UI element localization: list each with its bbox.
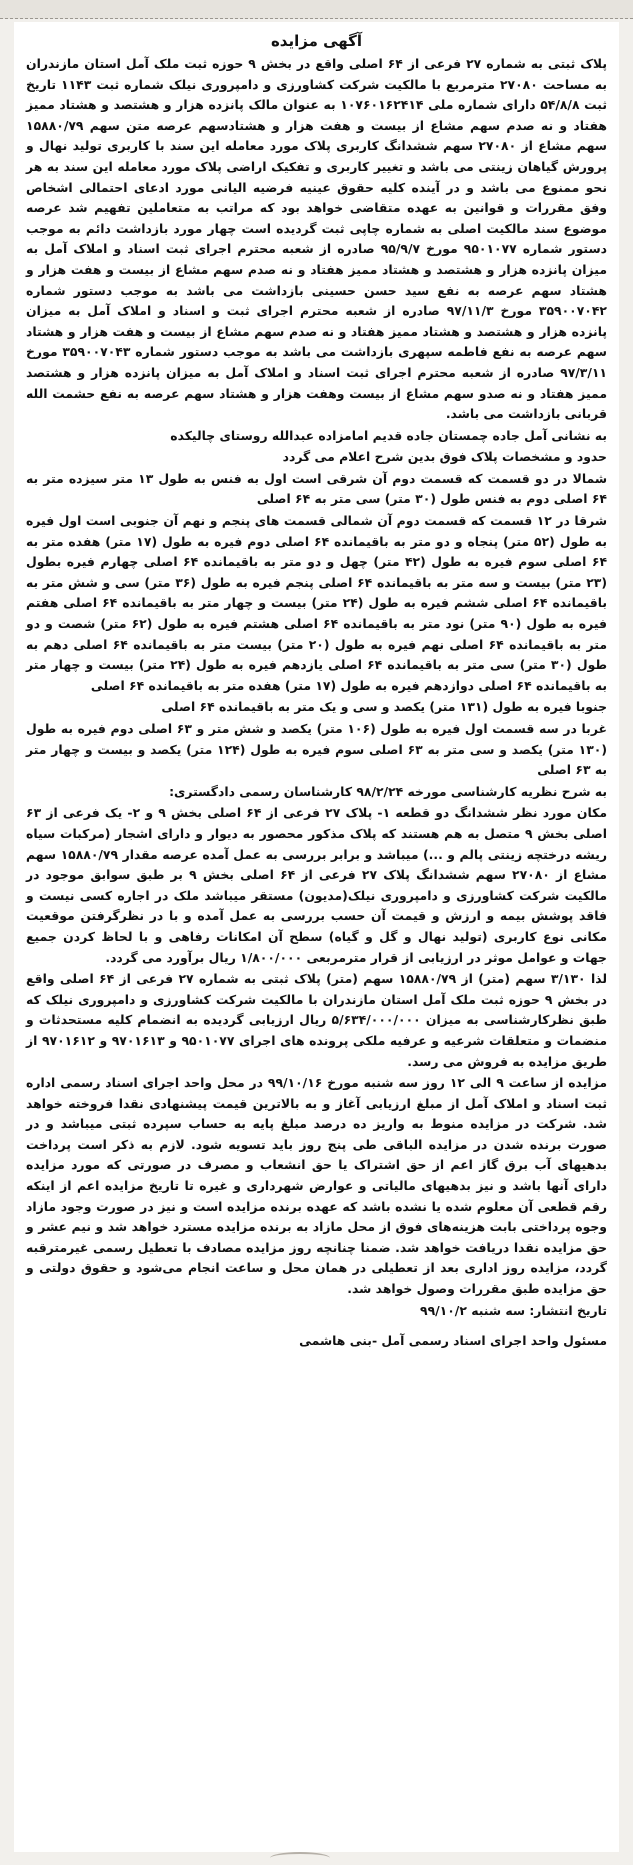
auction-notice-clipping — [14, 22, 619, 1852]
notice-paragraph-expert-opinion: مکان مورد نظر ششدانگ دو قطعه ۱- پلاک ۲۷ فرعی از ۶۴ اصلی بخش ۹ و ۲- یک فرعی از ۶۳ اصلی بخش ۹ متصل به هم هستند که پلاک مذکور محصور به دیوار و دارای اشجار (مرکبات سیاه ریشه درختچه زینتی پالم و ...) میباشد و برابر بررسی به عمل آمده عرصه مقدار ۱۵۸۸۰/۷۹ سهم مشاع از ۲۷۰۸۰ سهم ششدانگ پلاک ۲۷ فرعی از ۶۴ اصلی بخش ۹ بر طبق سوابق موجود در مالکیت شرکت کشاورزی و دامپروری نیلک(مدیون) مستقر میباشد ملک در اجاره کسی نیست و فاقد پوشش بیمه و ارزش و قیمت آن حسب بررسی به عمل آمده و با در نظرگرفتن موقعیت مکانی نوع کاربری (تولید نهال و گل و گیاه) سطح آن امکانات رفاهی و با لحاظ کردن جمیع جهات و عوامل موثر در ارزیابی از قرار مترمربعی ۱/۸۰۰/۰۰۰ ریال برآورد می گردد. — [26, 805, 607, 965]
notice-paragraph-north: شمالا در دو قسمت که قسمت دوم آن شرقی است اول به فنس به طول ۱۳ متر سیزده متر به ۶۴ اصلی دوم به فنس طول (۳۰ متر) سی متر به ۶۴ اصلی — [26, 470, 608, 507]
notice-paragraph-property: پلاک ثبتی به شماره ۲۷ فرعی از ۶۴ اصلی واقع در بخش ۹ حوزه ثبت ملک آمل استان مازندران به مساحت ۲۷۰۸۰ مترمربع با مالکیت شرکت کشاورزی و دامپروری نیلک شماره ثبت ۱۱۴۳ تاریخ ثبت ۵۴/۸/۸ دارای شماره ملی ۱۰۷۶۰۱۶۲۴۱۴ به عنوان مالک پانزده هزار و هشتصد و هشتاد ممیز هفتاد و نه صدم سهم مشاع از بیست و هفت هزار و هشتادسهم عرصه متن سهم ۱۵۸۸۰/۷۹ سهم مشاع از ۲۷۰۸۰ سهم ششدانگ کاربری پلاک مورد معامله این سند با کاربری تولید نهال و پرورش گیاهان زینتی می باشد و تغییر کاربری و تفکیک اراضی پلاک مورد معامله این سند به هر نحو ممنوع می باشد و در آینده کلیه حقوق عینیه فرضیه الیانی مورد ادعای احتمالی اشخاص وفق مقررات و قوانین به عهده متقاضی خواهد بود که مراتب به متعاملین تفهیم شد عرصه موضوع سند مالکیت اصلی به شماره چاپی ثبت گردیده است چهار مورد بازداشت دائم به موجب دستور شماره ۹۵۰۱۰۷۷ مورخ ۹۵/۹/۷ صادره از شعبه محترم اجرای ثبت اسناد و املاک آمل به میزان پانزده هزار و هشتصد و هشتاد ممیز هفتاد و نه صدم سهم مشاع از بیست و هفت هزار و هشتاد سهم عرصه به نفع سید حسن حسینی بازداشت می باشد به موجب دستور شماره ۳۵۹۰۰۷۰۴۲ مورخ ۹۷/۱۱/۳ صادره از شعبه محترم اجرای ثبت و اسناد و املاک آمل به میزان پانزده هزار و هشتصد و هشتاد ممیز هفتاد و نه صدم سهم مشاع از بیست و هفت هزار و هشتاد سهم عرصه به نفع فاطمه سپهری بازداشت می باشد به موجب دستور شماره ۳۵۹۰۰۷۰۴۳ مورخ ۹۷/۳/۱۱ صادره از شعبه محترم اجرای ثبت اسناد و املاک آمل به میزان پانزده هزار و هشتصد ممیز هفتاد و نه صدو سهم مشاع از بیست وهفت هزار و هشتاد سهم عرصه به نفع حشمت الله قربانی بازداشت می باشد. — [26, 56, 607, 422]
notice-paragraph-address: به نشانی آمل جاده چمستان جاده قدیم امامزاده عبدالله روستای چالیکده — [170, 427, 607, 443]
notice-paragraph-south: جنوبا فیره به طول (۱۳۱ متر) یکصد و سی و یک متر به باقیمانده ۶۴ اصلی — [161, 699, 607, 715]
page-top-strip — [0, 0, 633, 19]
notice-paragraph-east: شرقا در ۱۲ قسمت که قسمت دوم آن شمالی قسمت های پنجم و نهم آن جنوبی است اول فیره به طول (۵۲ متر) پنجاه و دو متر به باقیمانده ۶۴ اصلی دوم فیره به طول (۱۷ متر) هفده متر به ۶۴ اصلی سوم فیره به طول (۴۲ متر) چهل و دو متر به باقیمانده ۶۴ اصلی چهارم فیره بطول (۲۳ متر) بیست و سه متر به باقیمانده ۶۴ اصلی پنجم فیره به طول (۳۶ متر) سی و شش متر به باقیمانده ۶۴ اصلی ششم فیره به طول (۲۴ متر) بیست و چهار متر به باقیمانده ۶۴ اصلی هفتم فیره به طول (۹۰ متر) نود متر به باقیمانده ۶۴ اصلی هشتم فیره به طول (۶۲ متر) شصت و دو متر به باقیمانده ۶۴ اصلی نهم فیره به طول (۲۰ متر) بیست متر به باقیمانده ۶۴ اصلی دهم به طول (۳۰ متر) سی متر به باقیمانده ۶۴ اصلی یازدهم فیره به طول (۲۴ متر) بیست و چهار متر به باقیمانده ۶۴ اصلی دوازدهم فیره به طول (۱۷ متر) هفده متر به باقیمانده ۶۴ اصلی — [26, 513, 608, 693]
notice-paragraph-auction-terms: مزایده از ساعت ۹ الی ۱۲ روز سه شنبه مورخ ۹۹/۱۰/۱۶ در محل واحد اجرای اسناد رسمی اداره ثبت اسناد و املاک آمل از مبلغ ارزیابی آغاز و به بالاترین قیمت پیشنهادی نقدا فروخته خواهد شد. شرکت در مزایده منوط به واریز ده درصد مبلغ پایه به حساب سپرده ثبتی میباشد و در صورت برنده شدن در مزایده الباقی طی پنج روز باید تسویه شود. لازم به ذکر است پرداخت بدهیهای آب برق گاز اعم از حق اشتراک یا حق انشعاب و مصرف در صورتی که مورد مزایده دارای آنها باشد و نیز بدهیهای مالیاتی و عوارض شهرداری و غیره تا تاریخ مزایده اعم از اینکه رقم قطعی آن معلوم شده یا نشده باشد که عهده برنده مزایده است و نیز در صورت وجود مازاد وجوه پرداختی بابت هزینه‌های فوق از محل مازاد به برنده مزایده مسترد خواهد شد و نیم عشر و حق مزایده نقدا دریافت خواهد شد. ضمنا چنانچه روز مزایده مصادف با تعطیل رسمی غیرمترقبه گردد، مزایده روز اداری بعد از تعطیلی در همان محل و ساعت انجام می‌شود و حقوق دولتی و حق مزایده طبق مقررات وصول خواهد شد. — [26, 1075, 607, 1297]
notice-paragraph-sale: لذا ۳/۱۳۰ سهم (متر) از ۱۵۸۸۰/۷۹ سهم (متر) پلاک ثبتی به شماره ۲۷ فرعی از ۶۴ اصلی واقع در بخش ۹ حوزه ثبت ملک آمل استان مازندران با مالکیت شرکت کشاورزی و دامپروری نیلک که طبق نظرکارشناسی به میزان ۵/۶۳۴/۰۰۰/۰۰۰ ریال ارزیابی گردیده به انضمام کلیه مستحدثات و منضمات و متعلقات شرعیه و عرفیه ملکی پرونده های اجرای ۹۵۰۱۰۷۷ و ۹۷۰۱۶۱۳ و ۹۷۰۱۶۱۲ از طریق مزایده به فروش می رسد. — [26, 971, 608, 1069]
page-bottom-mark — [270, 1852, 330, 1864]
notice-title: آگهی مزایده — [270, 32, 363, 50]
notice-paragraph-boundaries-heading: حدود و مشخصات پلاک فوق بدین شرح اعلام می گردد — [282, 449, 607, 465]
notice-paragraph-west: غربا در سه قسمت اول فیره به طول (۱۰۶ متر) یکصد و شش متر و ۶۳ اصلی دوم فیره به طول (۱۳۰ متر) یکصد و سی متر به ۶۳ اصلی سوم فیره به طول (۱۲۴ متر) یکصد و بیست و چهار متر به ۶۳ اصلی — [26, 721, 608, 778]
notice-publish-date: تاریخ انتشار: سه شنبه ۹۹/۱۰/۲ — [420, 1302, 607, 1318]
notice-paragraph-expert-heading: به شرح نظریه کارشناسی مورخه ۹۸/۲/۲۴ کارشناسان رسمی دادگستری: — [169, 783, 607, 799]
notice-signature: مسئول واحد اجرای اسناد رسمی آمل -بنی هاشمی — [299, 1333, 607, 1349]
